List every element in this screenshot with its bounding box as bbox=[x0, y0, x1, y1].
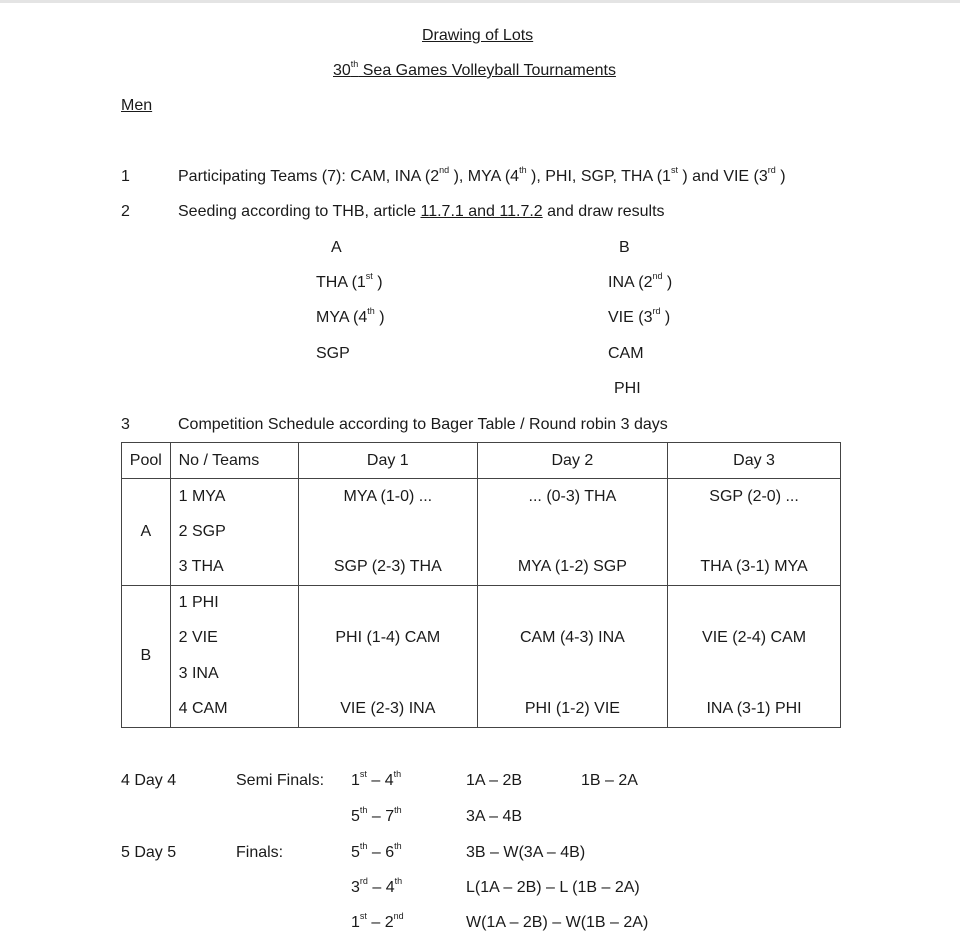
item-2-post: and draw results bbox=[542, 203, 665, 220]
team-ordinal: rd bbox=[652, 306, 661, 316]
match-cell bbox=[298, 585, 477, 621]
placing-part: 1 bbox=[351, 914, 360, 931]
placing-part: – 4 bbox=[366, 772, 394, 789]
team-cell: 1 MYA bbox=[170, 479, 298, 515]
item-2-pre: Seeding according to THB, article bbox=[178, 203, 421, 220]
item-1-sup: nd bbox=[439, 165, 450, 175]
subtitle-ordinal: th bbox=[350, 59, 359, 69]
placing-part: – 4 bbox=[367, 879, 395, 896]
item-1-sup: th bbox=[519, 165, 527, 175]
team-name: THA (1 bbox=[316, 274, 366, 291]
match-cell: MYA (1-0) ... bbox=[298, 479, 477, 515]
team-name: INA (2 bbox=[608, 274, 653, 291]
placing-sup: th bbox=[393, 769, 402, 779]
team-end: ) bbox=[372, 274, 383, 291]
placing-sup: th bbox=[359, 805, 368, 815]
group-a-team bbox=[316, 271, 383, 292]
group-a-label: A bbox=[331, 239, 342, 256]
item-1-part: ), PHI, SGP, THA (1 bbox=[526, 168, 671, 185]
match-cell: MYA (1-2) SGP bbox=[477, 550, 667, 586]
subtitle-text: Sea Games Volleyball Tournaments bbox=[358, 62, 616, 79]
placing-part: – 7 bbox=[367, 808, 395, 825]
placing-sup: rd bbox=[359, 876, 368, 886]
item-1-part: ), MYA (4 bbox=[449, 168, 520, 185]
day4-placing bbox=[351, 805, 402, 826]
table-row bbox=[122, 656, 841, 692]
table-header-row bbox=[122, 443, 841, 479]
day5-match: W(1A – 2B) – W(1B – 2A) bbox=[466, 914, 649, 931]
item-1-sup: rd bbox=[767, 165, 776, 175]
day4-placing bbox=[351, 769, 402, 790]
match-cell bbox=[298, 656, 477, 692]
match-cell: THA (3-1) MYA bbox=[668, 550, 841, 586]
day4-match: 3A – 4B bbox=[466, 808, 523, 825]
match-cell: VIE (2-3) INA bbox=[298, 692, 477, 728]
day5-placing bbox=[351, 876, 403, 897]
table-row bbox=[122, 692, 841, 728]
match-cell: PHI (1-4) CAM bbox=[298, 621, 477, 657]
match-cell bbox=[668, 514, 841, 550]
match-cell bbox=[477, 514, 667, 550]
group-b-team: CAM bbox=[608, 345, 644, 362]
match-cell: PHI (1-2) VIE bbox=[477, 692, 667, 728]
match-cell bbox=[298, 514, 477, 550]
day4-stage: Semi Finals: bbox=[236, 772, 325, 789]
item-1-sup: st bbox=[670, 165, 678, 175]
item-1-number: 1 bbox=[121, 168, 130, 185]
day5-placing bbox=[351, 911, 404, 932]
match-cell bbox=[668, 585, 841, 621]
header-day2: Day 2 bbox=[477, 443, 667, 479]
group-b-team bbox=[608, 306, 671, 327]
header-day3: Day 3 bbox=[668, 443, 841, 479]
team-ordinal: th bbox=[367, 306, 375, 316]
team-cell: 1 PHI bbox=[170, 585, 298, 621]
match-cell: SGP (2-0) ... bbox=[668, 479, 841, 515]
group-b-team: PHI bbox=[614, 380, 641, 397]
team-ordinal: nd bbox=[652, 271, 663, 281]
table-row bbox=[122, 479, 841, 515]
item-2-text bbox=[178, 203, 665, 221]
team-cell: 2 VIE bbox=[170, 621, 298, 657]
placing-sup: th bbox=[394, 805, 402, 815]
schedule-table bbox=[121, 442, 841, 728]
placing-sup: st bbox=[359, 769, 367, 779]
match-cell bbox=[477, 585, 667, 621]
header-day1: Day 1 bbox=[298, 443, 477, 479]
item-1-part: ) and VIE (3 bbox=[677, 168, 768, 185]
team-end: ) bbox=[660, 309, 671, 326]
placing-part: 5 bbox=[351, 808, 360, 825]
team-cell: 3 THA bbox=[170, 550, 298, 586]
team-end: ) bbox=[374, 309, 385, 326]
subtitle-number: 30 bbox=[333, 62, 351, 79]
placing-part: 3 bbox=[351, 879, 360, 896]
article-link[interactable]: 11.7.1 and 11.7.2 bbox=[420, 203, 543, 220]
group-a-team bbox=[316, 306, 385, 327]
day5-match: 3B – W(3A – 4B) bbox=[466, 844, 586, 861]
item-1-part: ) bbox=[775, 168, 786, 185]
item-3-text: Competition Schedule according to Bager Table / Round robin 3 days bbox=[178, 416, 668, 433]
header-pool: Pool bbox=[122, 443, 171, 479]
placing-part: – 2 bbox=[366, 914, 394, 931]
team-cell: 4 CAM bbox=[170, 692, 298, 728]
match-cell: VIE (2-4) CAM bbox=[668, 621, 841, 657]
item-1-text bbox=[178, 165, 786, 186]
day5-placing bbox=[351, 841, 402, 862]
item-3-number: 3 bbox=[121, 416, 130, 433]
placing-part: 5 bbox=[351, 844, 360, 861]
placing-sup: th bbox=[359, 841, 368, 851]
pool-b-label: B bbox=[122, 585, 171, 727]
match-cell: ... (0-3) THA bbox=[477, 479, 667, 515]
document-subtitle bbox=[333, 59, 616, 80]
placing-sup: st bbox=[359, 911, 367, 921]
group-b-label: B bbox=[619, 239, 630, 256]
match-cell bbox=[668, 656, 841, 692]
day4-label: 4 Day 4 bbox=[121, 772, 177, 789]
table-row bbox=[122, 514, 841, 550]
day5-match: L(1A – 2B) – L (1B – 2A) bbox=[466, 879, 640, 896]
day4-match: 1A – 2B bbox=[466, 772, 523, 789]
placing-sup: th bbox=[394, 876, 403, 886]
placing-part: 1 bbox=[351, 772, 360, 789]
table-row bbox=[122, 585, 841, 621]
document-title: Drawing of Lots bbox=[422, 27, 534, 44]
page-top-border bbox=[0, 0, 960, 3]
group-a-team: SGP bbox=[316, 345, 350, 362]
day5-label: 5 Day 5 bbox=[121, 844, 177, 861]
day5-stage: Finals: bbox=[236, 844, 284, 861]
team-cell: 3 INA bbox=[170, 656, 298, 692]
table-row bbox=[122, 621, 841, 657]
table-row bbox=[122, 550, 841, 586]
item-2-number: 2 bbox=[121, 203, 130, 220]
match-cell: CAM (4-3) INA bbox=[477, 621, 667, 657]
item-1-part: Participating Teams (7): CAM, INA (2 bbox=[178, 168, 440, 185]
group-b-team bbox=[608, 271, 673, 292]
placing-sup: th bbox=[394, 841, 402, 851]
header-teams: No / Teams bbox=[170, 443, 298, 479]
category-heading: Men bbox=[121, 97, 153, 114]
team-cell: 2 SGP bbox=[170, 514, 298, 550]
match-cell bbox=[477, 656, 667, 692]
match-cell: INA (3-1) PHI bbox=[668, 692, 841, 728]
team-end: ) bbox=[662, 274, 673, 291]
match-cell: SGP (2-3) THA bbox=[298, 550, 477, 586]
placing-part: – 6 bbox=[367, 844, 395, 861]
pool-a-label: A bbox=[122, 479, 171, 586]
team-ordinal: st bbox=[365, 271, 373, 281]
placing-sup: nd bbox=[393, 911, 404, 921]
day4-match: 1B – 2A bbox=[581, 772, 638, 789]
team-name: MYA (4 bbox=[316, 309, 368, 326]
team-name: VIE (3 bbox=[608, 309, 653, 326]
